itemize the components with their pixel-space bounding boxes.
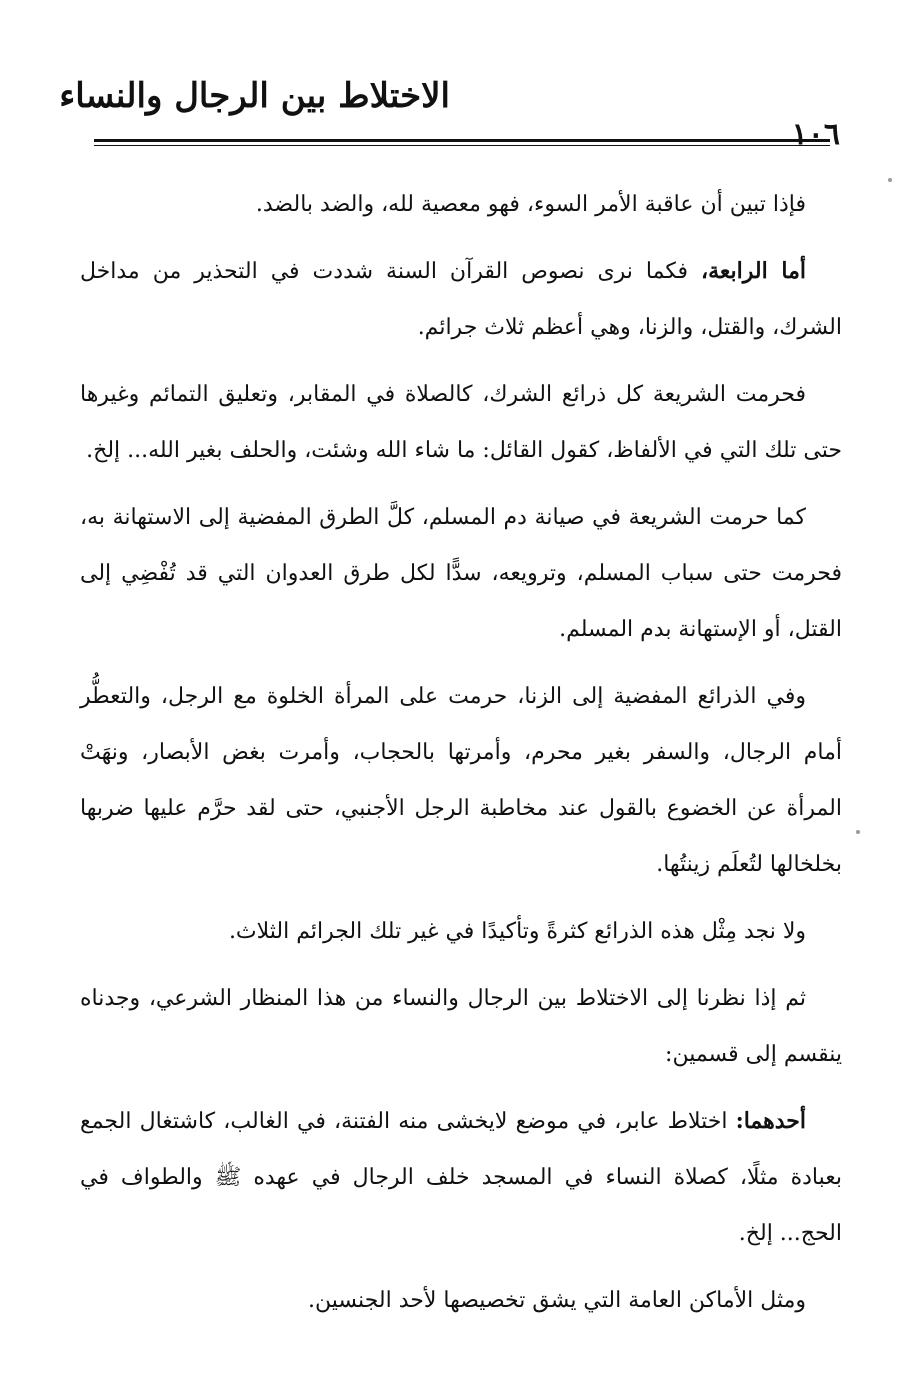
- paragraph: [80, 176, 842, 233]
- paragraph-text: ولا نجد مِثْل هذه الذرائع كثرةً وتأكيدًا في غير تلك الجرائم الثلاث.: [228, 919, 806, 944]
- paragraph: [80, 366, 842, 479]
- body-text: [80, 176, 842, 1339]
- paragraph-text: فكما نرى نصوص القرآن السنة شددت في التحذير من مداخل الشرك، والقتل، والزنا، وهي أعظم ثلاث جرائم.: [80, 259, 842, 340]
- paragraph-text: ثم إذا نظرنا إلى الاختلاط بين الرجال والنساء من هذا المنظار الشرعي، وجدناه ينقسم إلى قسمين:: [80, 986, 842, 1067]
- paragraph: [80, 1093, 842, 1262]
- paragraph-lead: أحدهما:: [735, 1108, 806, 1134]
- paragraph-text: ومثل الأماكن العامة التي يشق تخصيصها لأحد الجنسين.: [308, 1288, 806, 1313]
- running-header-title: الاختلاط بين الرجال والنساء: [59, 76, 450, 116]
- scan-speck: [888, 178, 892, 182]
- header-rule: [94, 139, 830, 142]
- paragraph: [80, 243, 842, 356]
- paragraph-text: فإذا تبين أن عاقبة الأمر السوء، فهو معصية لله، والضد بالضد.: [255, 192, 806, 217]
- paragraph: [80, 903, 842, 960]
- paragraph: [80, 489, 842, 658]
- paragraph: [80, 668, 842, 893]
- paragraph-text: فحرمت الشريعة كل ذرائع الشرك، كالصلاة في المقابر، وتعليق التمائم وغيرها حتى تلك التي في الألفاظ، كقول القائل: ما شاء الله وشئت، والحلف بغير الله... إلخ.: [80, 382, 842, 463]
- paragraph-lead: أما الرابعة،: [701, 258, 806, 284]
- scan-speck: [856, 830, 860, 834]
- paragraph-text: اختلاط عابر، في موضع لايخشى منه الفتنة، في الغالب، كاشتغال الجمع بعبادة مثلًا، كصلاة النساء في المسجد خلف الرجال في عهده ﷺ والطواف في الحج... إلخ.: [80, 1109, 842, 1246]
- paragraph-text: كما حرمت الشريعة في صيانة دم المسلم، كلَّ الطرق المفضية إلى الاستهانة به، فحرمت حتى سباب المسلم، وترويعه، سدًّا لكل طرق العدوان التي قد تُفْضِي إلى القتل، أو الإستهانة بدم المسلم.: [80, 505, 842, 642]
- paragraph-text: وفي الذرائع المفضية إلى الزنا، حرمت على المرأة الخلوة مع الرجل، والتعطُّر أمام الرجال، والسفر بغير محرم، وأمرتها بالحجاب، وأمرت بغض الأبصار، ونهَتْ المرأة عن الخضوع بالقول عند مخاطبة الرجل الأجنبي، حتى لقد حرَّم عليها ضربها بخلخالها لتُعلَم زينتُها.: [80, 684, 842, 877]
- paragraph: [80, 1272, 842, 1329]
- paragraph: [80, 970, 842, 1083]
- header-rule-thin: [94, 145, 830, 146]
- page-number: ١٠٦: [791, 117, 840, 152]
